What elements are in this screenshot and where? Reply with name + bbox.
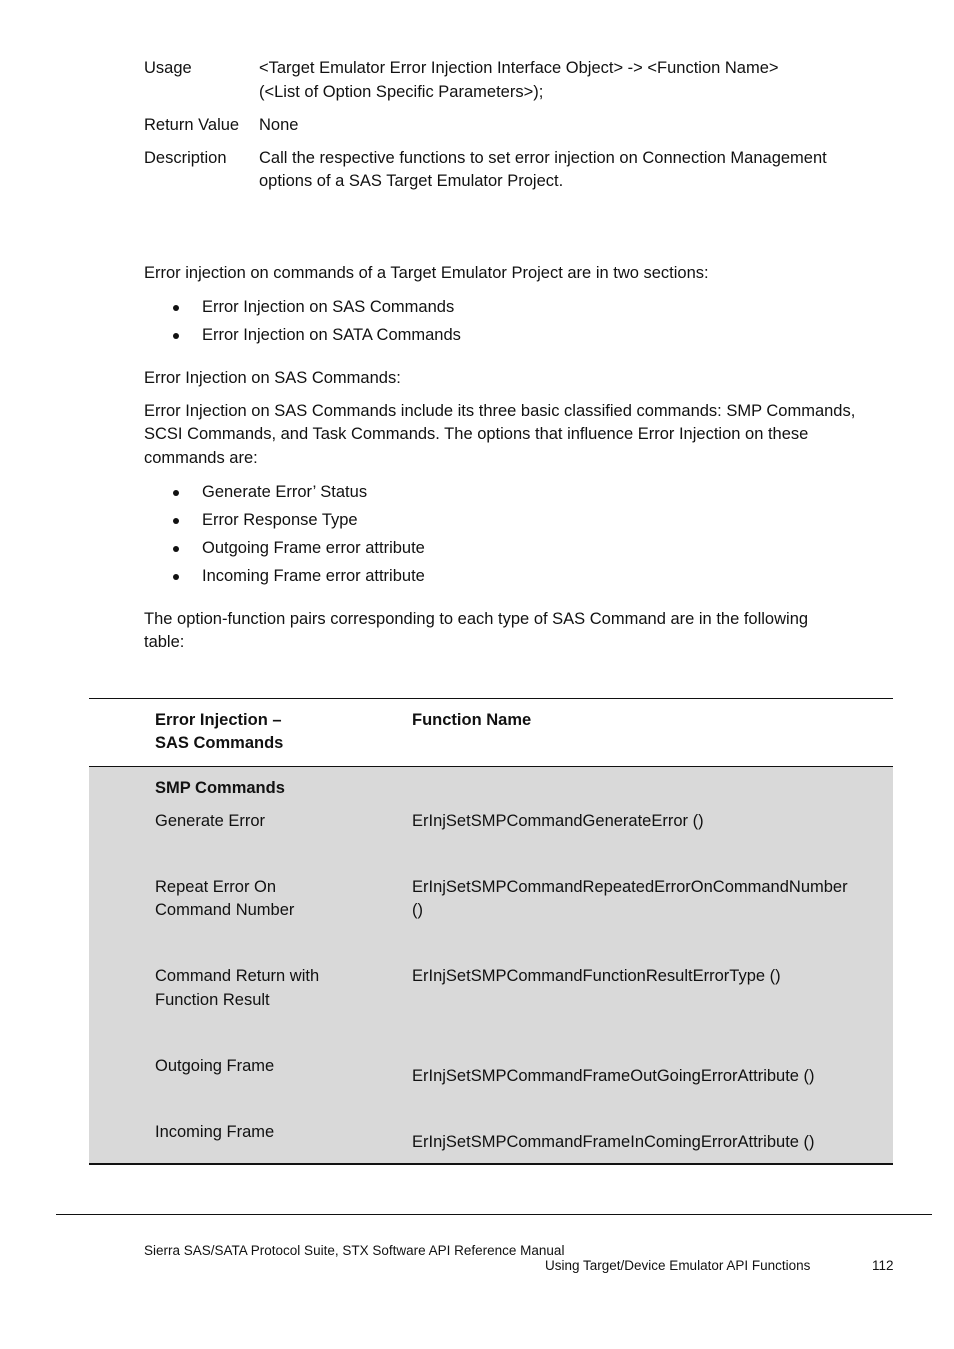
footer-section-title: Using Target/Device Emulator API Functions bbox=[545, 1258, 811, 1273]
option-cell: Incoming Frame bbox=[155, 1123, 275, 1141]
col2-header: Function Name bbox=[412, 711, 532, 729]
bullet-icon bbox=[173, 490, 179, 496]
function-cell: ErInjSetSMPCommandFunctionResultErrorType () bbox=[412, 967, 781, 985]
option-cell-line-1: Command Return with bbox=[155, 967, 320, 985]
function-cell: ErInjSetSMPCommandFrameInComingErrorAttribute () bbox=[412, 1133, 815, 1151]
function-cell-line-2: () bbox=[412, 901, 423, 919]
option-cell-line-2: Command Number bbox=[155, 901, 295, 919]
table-intro-line-1: The option-function pairs corresponding to each type of SAS Command are in the following bbox=[144, 610, 809, 628]
page-number: 112 bbox=[872, 1258, 894, 1273]
table-intro-line-2: table: bbox=[144, 633, 185, 651]
list-item: Error Injection on SATA Commands bbox=[202, 326, 461, 344]
sas-paragraph-line-1: Error Injection on SAS Commands include its three basic classified commands: SMP Commands, bbox=[144, 402, 856, 420]
bullet-icon bbox=[173, 305, 179, 311]
return-value: None bbox=[259, 116, 299, 134]
option-cell-line-1: Repeat Error On bbox=[155, 878, 277, 896]
description-line-1: Call the respective functions to set error injection on Connection Management bbox=[259, 149, 827, 167]
sas-paragraph-line-3: commands are: bbox=[144, 449, 258, 467]
col1-header-line-2: SAS Commands bbox=[155, 734, 284, 752]
col1-header-line-1: Error Injection – bbox=[155, 711, 282, 729]
function-cell: ErInjSetSMPCommandFrameOutGoingErrorAttribute () bbox=[412, 1067, 815, 1085]
return-value-label: Return Value bbox=[144, 116, 240, 134]
usage-label: Usage bbox=[144, 59, 192, 77]
bullet-icon bbox=[173, 546, 179, 552]
option-cell: Outgoing Frame bbox=[155, 1057, 275, 1075]
option-cell: Generate Error bbox=[155, 812, 266, 830]
bullet-icon bbox=[173, 518, 179, 524]
list-item: Generate Error’ Status bbox=[202, 483, 368, 501]
option-cell-line-2: Function Result bbox=[155, 991, 270, 1009]
usage-line-2: (<List of Option Specific Parameters>); bbox=[259, 83, 544, 101]
sections-sentence: Error injection on commands of a Target Emulator Project are in two sections: bbox=[144, 264, 709, 282]
description-line-2: options of a SAS Target Emulator Project. bbox=[259, 172, 564, 190]
footer-manual-title: Sierra SAS/SATA Protocol Suite, STX Software API Reference Manual bbox=[144, 1243, 565, 1258]
bullet-icon bbox=[173, 333, 179, 339]
bullet-icon bbox=[173, 574, 179, 580]
sas-paragraph-line-2: SCSI Commands, and Task Commands. The options that influence Error Injection on these bbox=[144, 425, 809, 443]
list-item: Outgoing Frame error attribute bbox=[202, 539, 425, 557]
description-label: Description bbox=[144, 149, 227, 167]
list-item: Incoming Frame error attribute bbox=[202, 567, 425, 585]
sas-heading: Error Injection on SAS Commands: bbox=[144, 369, 401, 387]
group-title: SMP Commands bbox=[155, 779, 285, 797]
footer-rule bbox=[56, 1214, 932, 1215]
list-item: Error Injection on SAS Commands bbox=[202, 298, 455, 316]
list-item: Error Response Type bbox=[202, 511, 358, 529]
table-bottom-rule bbox=[89, 1163, 893, 1165]
table-top-rule bbox=[89, 698, 893, 699]
function-cell: ErInjSetSMPCommandGenerateError () bbox=[412, 812, 704, 830]
function-cell-line-1: ErInjSetSMPCommandRepeatedErrorOnCommandNumber bbox=[412, 878, 848, 896]
usage-line-1: <Target Emulator Error Injection Interface Object> -> <Function Name> bbox=[259, 59, 779, 77]
